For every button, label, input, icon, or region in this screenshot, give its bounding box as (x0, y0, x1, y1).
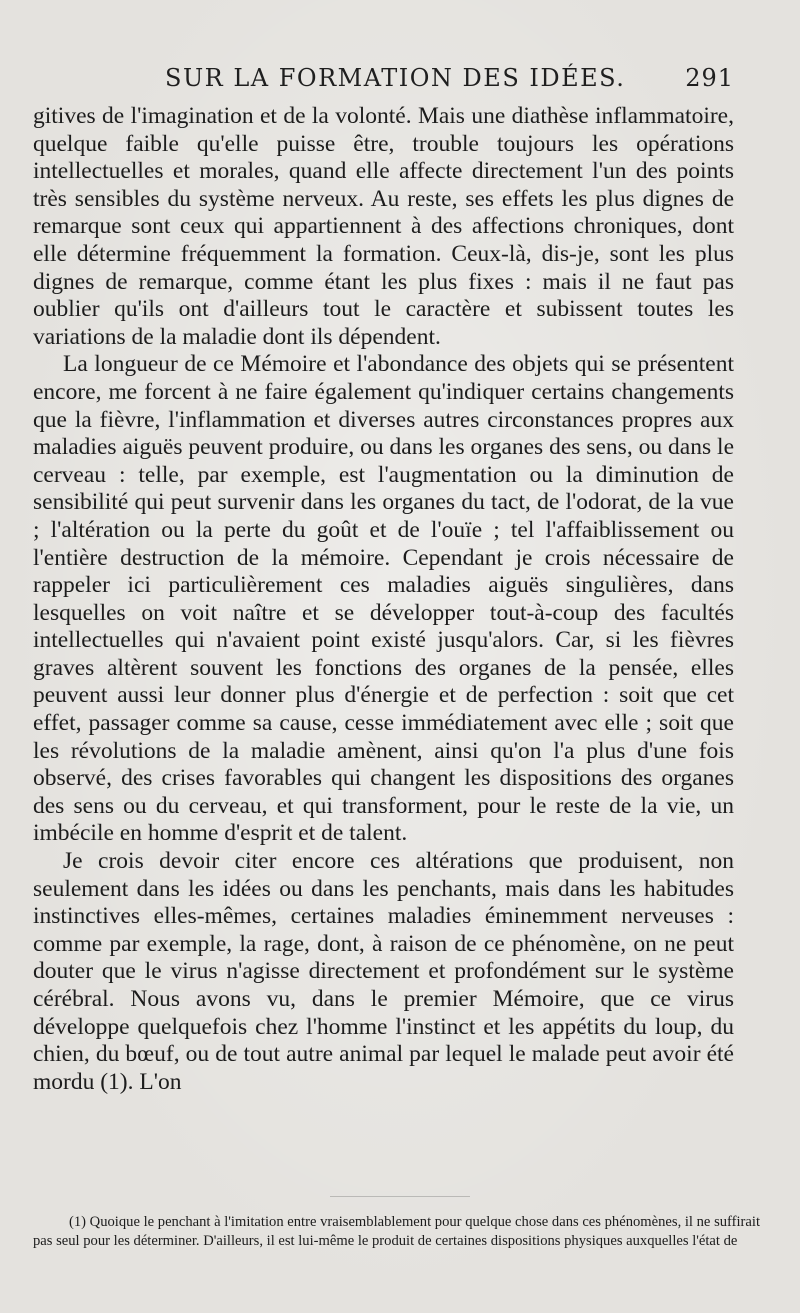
paragraph: Je crois devoir citer encore ces altérations que produisent, non seulement dans les idées ou dans les penchants, mais dans les habitudes instinctives elles-mêmes, certaines maladies éminemment nerveuses : comme par exemple, la rage, dont, à raison de ce phénomène, on ne peut douter que le virus n'agisse directement et profondément sur le système cérébral. Nous avons vu, dans le premier Mémoire, que ce virus développe quelquefois chez l'homme l'instinct et les appétits du loup, du chien, du bœuf, ou de tout autre animal par lequel le malade peut avoir été mordu (1). L'on (33, 848, 734, 1095)
paragraph: La longueur de ce Mémoire et l'abondance des objets qui se présentent encore, me forcent à ne faire également qu'indiquer certains changements que la fièvre, l'inflammation et diverses autres circonstances propres aux maladies aiguës peuvent produire, ou dans les organes des sens, ou dans le cerveau : telle, par exemple, est l'augmentation ou la diminution de sensibilité qui peut survenir dans les organes du tact, de l'odorat, de la vue ; l'altération ou la perte du goût et de l'ouïe ; tel l'affaiblissement ou l'entière destruction de la mémoire. Cependant je crois nécessaire de rappeler ici particulièrement ces maladies aiguës singulières, dans lesquelles on voit naître et se développer tout-à-coup des facultés intellectuelles qui n'avaient point existé jusqu'alors. Car, si les fièvres graves altèrent souvent les fonctions des organes de la pensée, elles peuvent aussi leur donner plus d'énergie et de perfection : soit que cet effet, passager comme sa cause, cesse immédiatement avec elle ; soit que les révolutions de la maladie amènent, ainsi qu'on l'a plus d'une fois observé, des crises favorables qui changent les dispositions des organes des sens ou du cerveau, et qui transforment, pour le reste de la vie, un imbécile en homme d'esprit et de talent. (33, 351, 734, 847)
running-head (33, 64, 734, 100)
footnote: (1) Quoique le penchant à l'imitation entre vraisemblablement pour quelque chose dans ces phénomènes, il ne suffirait pas seul pour les déterminer. D'ailleurs, il est lui-même le produit de certaines dispositions physiques auxquelles l'état de (33, 1214, 760, 1249)
running-title: SUR LA FORMATION DES IDÉES. (165, 64, 626, 92)
body-text (33, 103, 734, 1096)
footnote-separator (330, 1196, 470, 1197)
page-number: 291 (685, 64, 734, 92)
paragraph-continued: gitives de l'imagination et de la volonté. Mais une diathèse inflammatoire, quelque faible qu'elle puisse être, trouble toujours les opérations intellectuelles et morales, quand elle affecte directement l'un des points très sensibles du système nerveux. Au reste, ses effets les plus dignes de remarque sont ceux qui appartiennent à des affections chroniques, dont elle détermine fréquemment la formation. Ceux-là, dis-je, sont les plus dignes de remarque, comme étant les plus fixes : mais il ne faut pas oublier qu'ils ont d'ailleurs tout le caractère et subissent toutes les variations de la maladie dont ils dépendent. (33, 103, 734, 350)
